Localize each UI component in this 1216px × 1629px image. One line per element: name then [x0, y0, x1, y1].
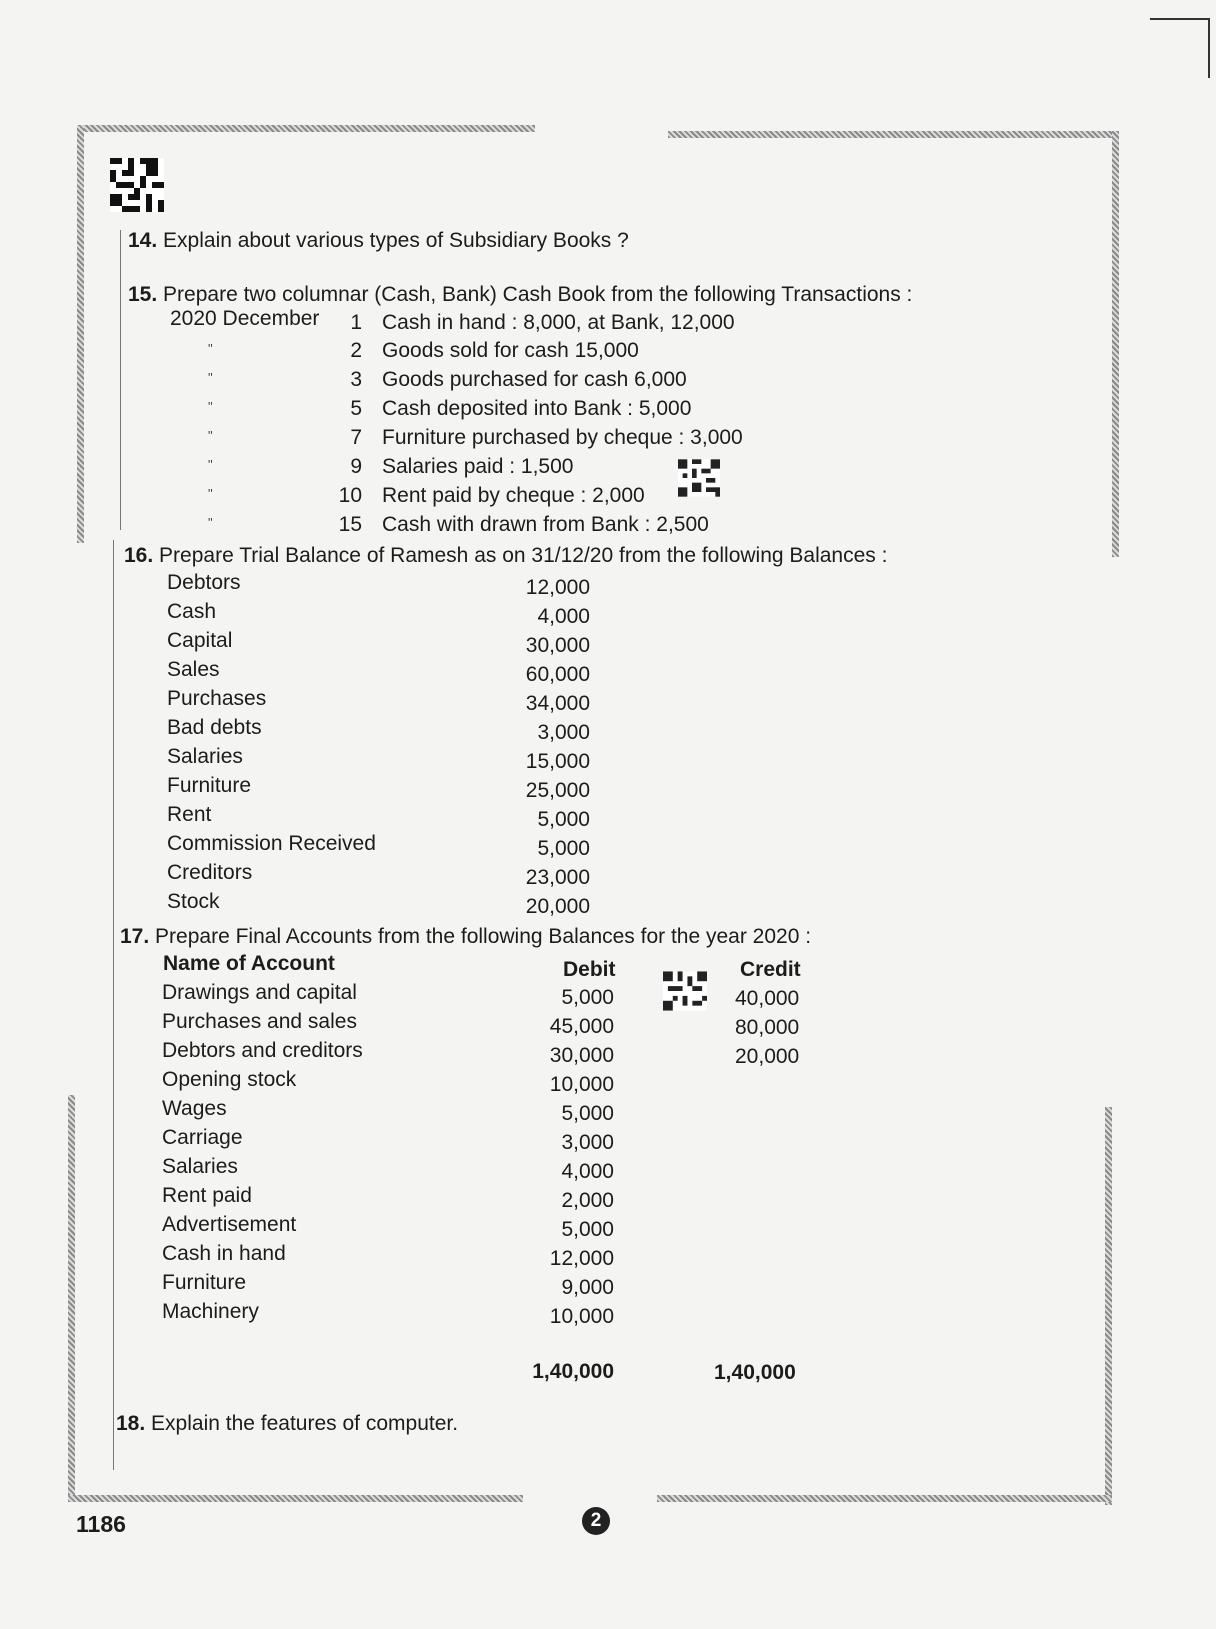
transaction-text: Furniture purchased by cheque : 3,000: [382, 426, 743, 449]
account-name: Rent paid: [162, 1184, 252, 1207]
account-name: Salaries: [162, 1155, 238, 1178]
total-credit: 1,40,000: [714, 1361, 796, 1384]
account-name: Machinery: [162, 1300, 259, 1323]
transaction-day: 7: [350, 426, 362, 449]
ditto-mark: ": [208, 486, 213, 501]
ditto-mark: ": [208, 370, 213, 385]
page-number: 1186: [76, 1511, 126, 1537]
account-amount: 15,000: [525, 750, 590, 773]
credit-amount: 40,000: [735, 987, 800, 1010]
bottom-border-left: [68, 1495, 523, 1502]
account-name: Rent: [167, 803, 212, 826]
credit-amount: 20,000: [735, 1045, 800, 1068]
qr-code-icon: [678, 459, 720, 497]
question-text: Explain the features of computer.: [151, 1412, 459, 1435]
debit-amount: 10,000: [549, 1305, 614, 1328]
transaction-text: Rent paid by cheque : 2,000: [382, 484, 645, 507]
page-circle-badge: 2: [582, 1507, 610, 1535]
question-18: [116, 1412, 458, 1436]
question-15: [128, 283, 912, 307]
account-name: Sales: [167, 658, 220, 681]
transaction-text: Goods purchased for cash 6,000: [382, 368, 687, 391]
ditto-mark: ": [208, 399, 213, 414]
account-name: Creditors: [167, 861, 253, 884]
transaction-day: 5: [350, 397, 362, 420]
account-name: Commission Received: [167, 832, 376, 855]
question-text: Explain about various types of Subsidiary Books ?: [163, 229, 629, 252]
qr-code-icon: [663, 970, 707, 1012]
account-amount: 20,000: [525, 895, 590, 918]
transaction-day: 3: [350, 368, 362, 391]
debit-amount: 3,000: [561, 1131, 614, 1154]
account-name: Salaries: [167, 745, 243, 768]
ditto-mark: ": [208, 428, 213, 443]
account-amount: 5,000: [537, 808, 590, 831]
column-header-credit: Credit: [740, 958, 801, 981]
transaction-text: Cash in hand : 8,000, at Bank, 12,000: [382, 311, 735, 334]
debit-amount: 5,000: [561, 1102, 614, 1125]
account-name: Debtors and creditors: [162, 1039, 363, 1062]
transaction-date-label: 2020 December: [170, 307, 320, 330]
account-amount: 25,000: [525, 779, 590, 802]
question-number: 17.: [120, 925, 150, 948]
qr-code-icon: [110, 158, 164, 212]
account-name: Advertisement: [162, 1213, 297, 1236]
transaction-day: 15: [338, 513, 362, 536]
account-amount: 30,000: [525, 634, 590, 657]
question-text: Prepare Final Accounts from the following Balances for the year 2020 :: [155, 925, 812, 948]
account-name: Purchases: [167, 687, 267, 710]
debit-amount: 12,000: [549, 1247, 614, 1270]
account-name: Stock: [167, 890, 220, 913]
column-header-name: Name of Account: [163, 952, 335, 975]
bottom-border-right: [657, 1495, 1112, 1502]
ditto-mark: ": [208, 341, 213, 356]
account-amount: 60,000: [525, 663, 590, 686]
top-border-right: [668, 131, 1118, 138]
transaction-text: Cash with drawn from Bank : 2,500: [382, 513, 709, 536]
account-name: Purchases and sales: [162, 1010, 357, 1033]
left-border-bottom: [68, 1095, 75, 1495]
ditto-mark: ": [208, 457, 213, 472]
account-name: Wages: [162, 1097, 227, 1120]
question-text: Prepare Trial Balance of Ramesh as on 31/12/20 from the following Balances :: [159, 544, 888, 567]
right-border-top: [1112, 131, 1119, 557]
account-name: Furniture: [162, 1271, 247, 1294]
crop-mark-horizontal: [1150, 18, 1210, 20]
question-number: 16.: [124, 544, 154, 567]
transaction-day: 10: [338, 484, 362, 507]
question-number: 15.: [128, 283, 158, 306]
account-name: Carriage: [162, 1126, 243, 1149]
question-margin-line: [120, 230, 121, 530]
question-number: 18.: [116, 1412, 146, 1435]
right-border-bottom: [1105, 1107, 1112, 1505]
account-name: Opening stock: [162, 1068, 297, 1091]
account-amount: 12,000: [525, 576, 590, 599]
left-border-top: [77, 125, 84, 543]
account-amount: 23,000: [525, 866, 590, 889]
question-text: Prepare two columnar (Cash, Bank) Cash Book from the following Transactions :: [163, 283, 913, 306]
credit-amount: 80,000: [735, 1016, 800, 1039]
debit-amount: 10,000: [549, 1073, 614, 1096]
account-name: Capital: [167, 629, 233, 652]
account-name: Bad debts: [167, 716, 262, 739]
debit-amount: 2,000: [561, 1189, 614, 1212]
top-border-left: [80, 125, 535, 132]
account-name: Furniture: [167, 774, 252, 797]
question-16: [124, 544, 887, 568]
debit-amount: 45,000: [549, 1015, 614, 1038]
account-name: Debtors: [167, 571, 241, 594]
account-name: Cash in hand: [162, 1242, 286, 1265]
account-amount: 3,000: [537, 721, 590, 744]
column-header-debit: Debit: [563, 958, 616, 981]
question-number: 14.: [128, 229, 158, 252]
ditto-mark: ": [208, 515, 213, 530]
transaction-text: Cash deposited into Bank : 5,000: [382, 397, 692, 420]
question-17: [120, 925, 811, 949]
debit-amount: 4,000: [561, 1160, 614, 1183]
debit-amount: 5,000: [561, 1218, 614, 1241]
debit-amount: 9,000: [561, 1276, 614, 1299]
transaction-day: 1: [350, 311, 362, 334]
total-debit: 1,40,000: [532, 1360, 614, 1383]
account-name: Drawings and capital: [162, 981, 357, 1004]
transaction-day: 2: [350, 339, 362, 362]
debit-amount: 5,000: [561, 986, 614, 1009]
account-name: Cash: [167, 600, 217, 623]
debit-amount: 30,000: [549, 1044, 614, 1067]
account-amount: 5,000: [537, 837, 590, 860]
transaction-text: Salaries paid : 1,500: [382, 455, 574, 478]
account-amount: 4,000: [537, 605, 590, 628]
crop-mark-vertical: [1208, 18, 1210, 78]
question-14: [128, 229, 629, 253]
transaction-day: 9: [350, 455, 362, 478]
account-amount: 34,000: [525, 692, 590, 715]
transaction-text: Goods sold for cash 15,000: [382, 339, 639, 362]
question-margin-line: [113, 540, 114, 1470]
